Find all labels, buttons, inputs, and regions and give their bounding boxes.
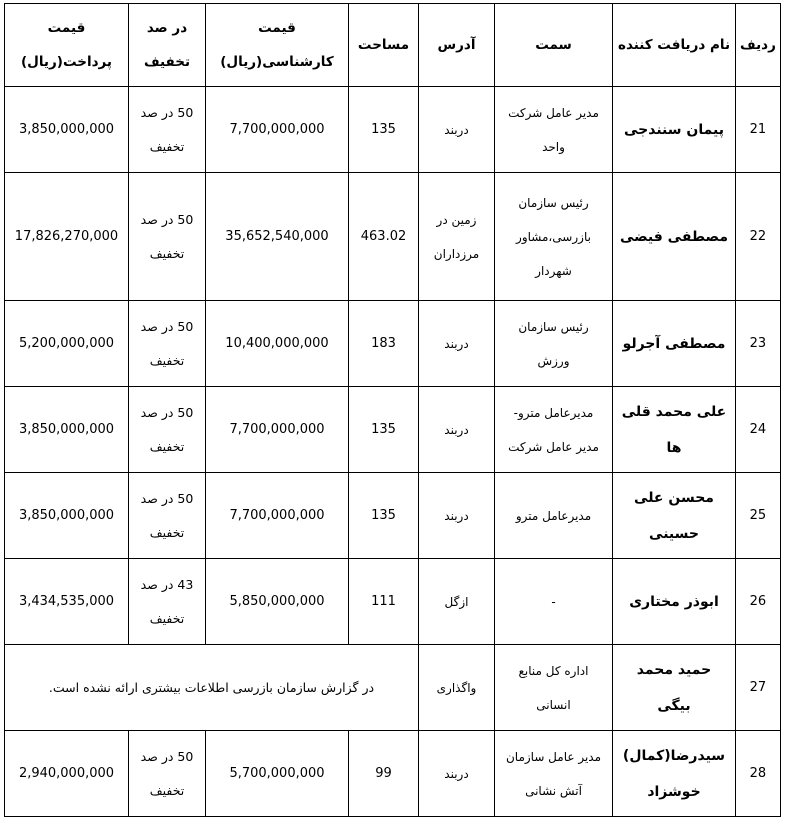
paid-price-cell: 3,850,000,000 [5,387,129,473]
row-number: 27 [736,645,781,731]
recipient-name: علی محمد قلی ها [613,387,736,473]
discount-cell: 50 در صد تخفیف [129,387,206,473]
area-cell: 463.02 [349,173,419,301]
paid-price-cell: 3,434,535,000 [5,559,129,645]
recipient-name: مصطفی آجرلو [613,301,736,387]
discount-cell: 50 در صد تخفیف [129,173,206,301]
appraised-price-cell: 5,850,000,000 [206,559,349,645]
document-page [4,3,781,817]
address-cell: دربند [419,301,495,387]
area-cell: 99 [349,731,419,817]
header-address: آدرس [419,4,495,87]
paid-price-cell: 3,850,000,000 [5,473,129,559]
position-cell: مدیرعامل مترو [495,473,613,559]
header-row [5,4,781,87]
row-number: 21 [736,87,781,173]
recipient-name: پیمان سنندجی [613,87,736,173]
area-cell: 183 [349,301,419,387]
paid-price-cell: 17,826,270,000 [5,173,129,301]
position-cell: مدیر عامل سازمان آتش نشانی [495,731,613,817]
area-cell: 135 [349,387,419,473]
appraised-price-cell: 7,700,000,000 [206,87,349,173]
address-cell: ازگل [419,559,495,645]
appraised-price-cell: 35,652,540,000 [206,173,349,301]
address-cell: دربند [419,387,495,473]
position-cell: مدیرعامل مترو- مدیر عامل شرکت [495,387,613,473]
table-row [5,473,781,559]
paid-price-cell: 3,850,000,000 [5,87,129,173]
row-number: 26 [736,559,781,645]
row-number: 22 [736,173,781,301]
area-cell: 111 [349,559,419,645]
paid-price-cell: 5,200,000,000 [5,301,129,387]
table-row [5,173,781,301]
recipients-table [4,3,781,817]
appraised-price-cell: 5,700,000,000 [206,731,349,817]
address-cell: دربند [419,473,495,559]
table-row [5,731,781,817]
address-cell: زمین در مرزداران [419,173,495,301]
table-row [5,387,781,473]
position-cell: رئیس سازمان بازرسی،مشاور شهردار [495,173,613,301]
table-row [5,559,781,645]
header-position: سمت [495,4,613,87]
discount-cell: 50 در صد تخفیف [129,731,206,817]
position-cell: مدیر عامل شرکت واحد [495,87,613,173]
table-row [5,87,781,173]
address-cell: واگذاری [419,645,495,731]
recipient-name: محسن علی حسینی [613,473,736,559]
report-note: در گزارش سازمان بازرسی اطلاعات بیشتری ارائه نشده است. [5,645,419,731]
appraised-price-cell: 7,700,000,000 [206,473,349,559]
position-cell: - [495,559,613,645]
row-number: 28 [736,731,781,817]
position-cell: رئیس سازمان ورزش [495,301,613,387]
recipient-name: حمید محمد بیگی [613,645,736,731]
appraised-price-cell: 7,700,000,000 [206,387,349,473]
address-cell: دربند [419,731,495,817]
position-cell: اداره کل منابع انسانی [495,645,613,731]
appraised-price-cell: 10,400,000,000 [206,301,349,387]
header-row-number: ردیف [736,4,781,87]
paid-price-cell: 2,940,000,000 [5,731,129,817]
table-row [5,301,781,387]
row-number: 25 [736,473,781,559]
discount-cell: 50 در صد تخفیف [129,473,206,559]
address-cell: دربند [419,87,495,173]
row-number: 23 [736,301,781,387]
area-cell: 135 [349,87,419,173]
row-number: 24 [736,387,781,473]
discount-cell: 50 در صد تخفیف [129,87,206,173]
discount-cell: 43 در صد تخفیف [129,559,206,645]
header-appraised-price: قیمت کارشناسی(ریال) [206,4,349,87]
area-cell: 135 [349,473,419,559]
header-area: مساحت [349,4,419,87]
header-paid-price: قیمت پرداخت(ریال) [5,4,129,87]
header-recipient: نام دریافت کننده [613,4,736,87]
header-discount: در صد تخفیف [129,4,206,87]
recipient-name: ابوذر مختاری [613,559,736,645]
recipient-name: مصطفی فیضی [613,173,736,301]
recipient-name: سیدرضا(کمال) خوشزاد [613,731,736,817]
table-row [5,645,781,731]
discount-cell: 50 در صد تخفیف [129,301,206,387]
